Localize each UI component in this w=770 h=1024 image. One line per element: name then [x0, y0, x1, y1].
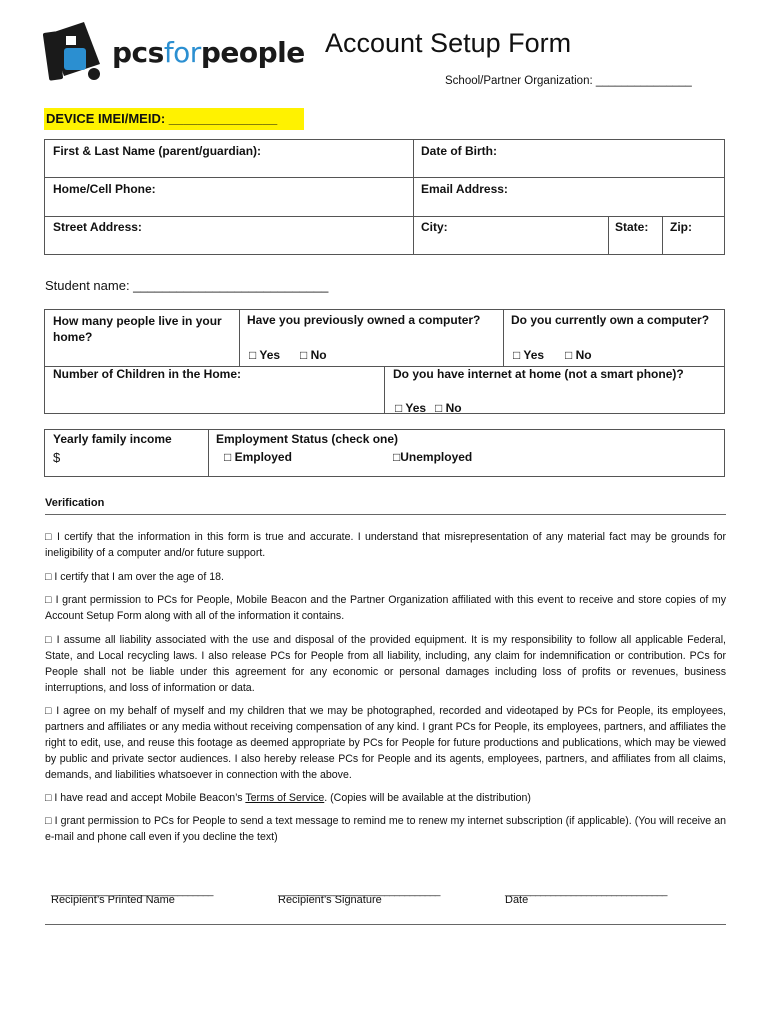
internet-no-checkbox[interactable]: □ No	[435, 401, 462, 415]
device-imei-field[interactable]: DEVICE IMEI/MEID: _______________	[44, 108, 304, 130]
name-label: First & Last Name (parent/guardian):	[53, 144, 262, 158]
text-reminder-checkbox[interactable]: □ I grant permission to PCs for People to send a text message to remind me to renew my internet subscription (if applicable). (You will receive an e-mail and phone call even if you decline the text)	[45, 815, 726, 843]
phone-label: Home/Cell Phone:	[53, 182, 156, 196]
internet-yes-checkbox[interactable]: □ Yes	[395, 401, 427, 415]
footer-divider	[45, 924, 726, 925]
own-yes-checkbox[interactable]: □ Yes	[513, 348, 545, 362]
owned-computer-label: Have you previously owned a computer?	[247, 313, 481, 327]
certify-age-checkbox[interactable]: □ I certify that I am over the age of 18.	[45, 571, 224, 583]
verification-heading: Verification	[45, 497, 105, 509]
school-partner-organization-field[interactable]: School/Partner Organization: _______________	[445, 75, 692, 87]
terms-checkbox[interactable]: □ I have read and accept Mobile Beacon’s Terms of Service. (Copies will be available at the distribution)	[45, 792, 531, 804]
logo-mark-icon	[42, 18, 106, 90]
printed-name-line[interactable]: ________________________________	[51, 886, 213, 897]
pcs-for-people-logo	[42, 18, 305, 90]
income-label: Yearly family income	[53, 432, 172, 446]
signature-caption: Recipient’s Signature	[278, 894, 382, 906]
people-label: How many people live in your home?	[53, 314, 222, 344]
state-label: State:	[615, 220, 649, 234]
liability-checkbox[interactable]: □ I assume all liability associated with the use and disposal of the provided equipment. It is my responsibility to follow all applicable Federal, State, and Local recycling laws. I also release PCs for People from all liability, including, any claim for indemnification or contribution. PCs for People shall not be liable under this agreement for any economic or personal damages including loss of profits or revenues, business interruptions, and loss of information or data.	[45, 634, 726, 694]
children-label: Number of Children in the Home:	[53, 367, 242, 381]
owned-no-checkbox[interactable]: □ No	[300, 348, 327, 362]
page-title: Account Setup Form	[325, 28, 572, 58]
media-release-checkbox[interactable]: □ I agree on my behalf of myself and my children that we may be photographed, recorded and videotaped by PCs for People, its employees, partners and affiliates or any media without receiving compensation of any kind. I grant PCs for People, its employees, partners, and affiliates the right to edit, use, and reuse this footage as deemed appropriate by PCs for People for future productions and publications, which may be viewed by public and private sector audiences. I also hereby release PCs for People and its agents, employees, partners, and affiliates from all claims, demands, and liabilities whatsoever in connection with the above.	[45, 705, 726, 781]
verification-divider	[45, 514, 726, 515]
terms-of-service-link[interactable]: Terms of Service	[245, 792, 325, 804]
unemployed-checkbox[interactable]: □Unemployed	[393, 450, 473, 464]
email-label: Email Address:	[421, 182, 508, 196]
owned-yes-checkbox[interactable]: □ Yes	[249, 348, 281, 362]
dob-label: Date of Birth:	[421, 144, 497, 158]
student-name-field[interactable]: Student name: ___________________________	[45, 278, 329, 293]
storage-permission-checkbox[interactable]: □ I grant permission to PCs for People, Mobile Beacon and the Partner Organization affiliated with this event to receive and store copies of my Account Setup Form along with all of the information it contains.	[45, 594, 726, 622]
income-value[interactable]: $	[53, 450, 61, 465]
internet-label: Do you have internet at home (not a smart phone)?	[393, 367, 684, 381]
city-label: City:	[421, 220, 448, 234]
street-label: Street Address:	[53, 220, 142, 234]
employment-label: Employment Status (check one)	[216, 432, 399, 446]
printed-name-caption: Recipient’s Printed Name	[51, 894, 175, 906]
employed-checkbox[interactable]: □ Employed	[224, 450, 292, 464]
own-computer-label: Do you currently own a computer?	[511, 313, 710, 327]
signature-line[interactable]: ________________________________	[278, 886, 440, 897]
own-no-checkbox[interactable]: □ No	[565, 348, 592, 362]
certify-accurate-checkbox[interactable]: □ I certify that the information in this form is true and accurate. I understand that misrepresentation of any material fact may be grounds for ineligibility of a computer and/or future support.	[45, 531, 726, 559]
zip-label: Zip:	[670, 220, 692, 234]
date-line[interactable]: ________________________________	[505, 886, 667, 897]
logo-wordmark: pcsforpeople	[112, 36, 305, 69]
date-caption: Date	[505, 894, 529, 906]
